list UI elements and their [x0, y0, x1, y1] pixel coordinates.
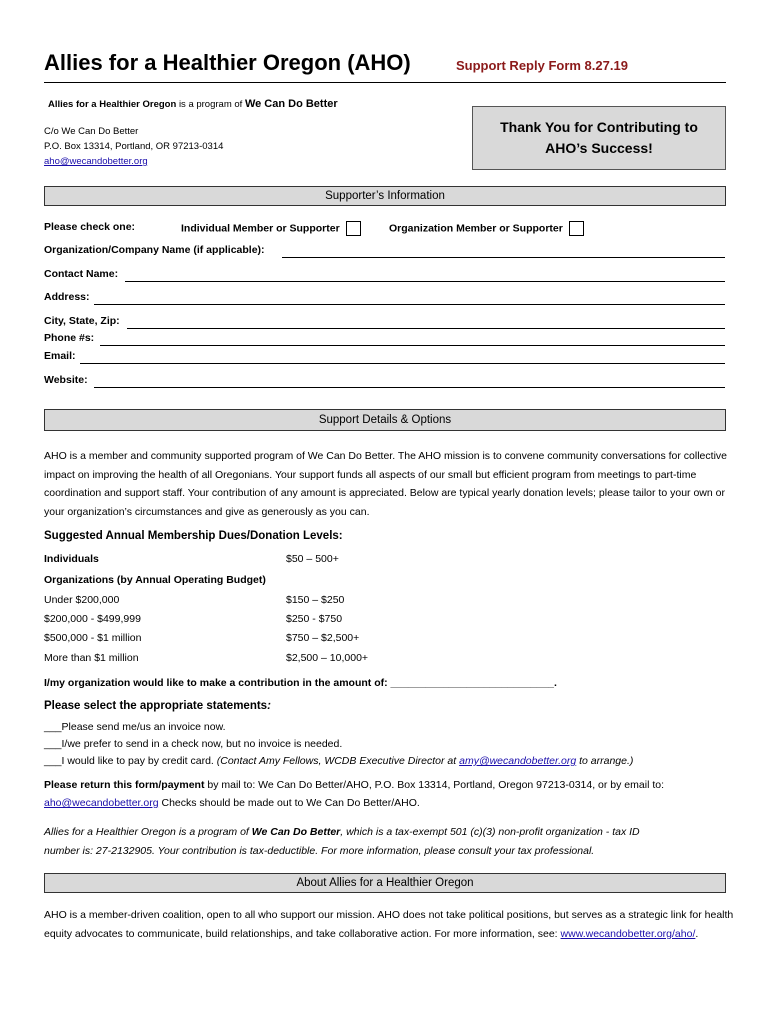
thank-you-line-2: AHO’s Success! — [545, 140, 653, 156]
checks-payable-text: Checks should be made out to We Can Do Better/AHO. — [158, 797, 420, 809]
about-band — [44, 873, 726, 893]
supporter-info-band — [44, 186, 726, 206]
statement-credit-card-text: ___I would like to pay by credit card. — [44, 755, 217, 767]
tax-info-line-2: number is: 27-2132905. Your contribution is tax-deductible. For more information, please consult your tax professional. — [44, 845, 595, 857]
level-row-amount: $250 - $750 — [286, 613, 343, 625]
levels-heading: Suggested Annual Membership Dues/Donation Levels: — [44, 530, 343, 542]
website-label: Website: — [44, 374, 88, 386]
website-field[interactable] — [94, 387, 725, 388]
support-details-band — [44, 409, 726, 431]
level-row-label: $500,000 - $1 million — [44, 632, 142, 644]
statements-heading-colon: : — [267, 700, 271, 712]
check-one-label: Please check one: — [44, 221, 136, 233]
individuals-amount: $50 – 500+ — [286, 553, 339, 565]
level-row-amount: $750 – $2,500+ — [286, 632, 360, 644]
statements-heading-text: Please select the appropriate statements — [44, 700, 268, 712]
statement-invoice[interactable]: ___Please send me/us an invoice now. — [44, 721, 226, 733]
about-end: . — [695, 927, 699, 940]
address-label: Address: — [44, 291, 90, 303]
subline-text: is a program of — [178, 99, 243, 110]
support-details-paragraph: AHO is a member and community supported program of We Can Do Better. The AHO mission is to convene community conversations for collective impact on improving the health of all Oregonians. Your support funds all aspects of our small but efficient program from meetings to part-time coordination and support staff. Your contribution of any amount is appreciated. Below are typical yearly donation levels; please tailor to your own or your organization’s circumstances and give as generously as you can. — [44, 450, 727, 518]
support-details-heading: Support Details & Options — [318, 414, 452, 426]
thank-you-box — [472, 106, 726, 170]
amy-email-link[interactable]: amy@wecandobetter.org — [459, 755, 577, 767]
return-instructions-text: by mail to: We Can Do Better/AHO, P.O. Box 13314, Portland, Oregon 97213-0314, or by email to: — [204, 779, 664, 791]
org-name-label: Organization/Company Name (if applicable): — [44, 244, 265, 256]
organization-option[interactable] — [389, 221, 584, 236]
contact-name-label: Contact Name: — [44, 268, 119, 280]
address-field[interactable] — [94, 304, 725, 305]
tax-info-status: , which is a tax-exempt 501 (c)(3) non-profit organization - tax ID — [340, 826, 640, 838]
level-row-label: Under $200,000 — [44, 594, 120, 606]
thank-you-line-1: Thank You for Contributing to — [500, 119, 698, 135]
statement-credit-card[interactable] — [44, 755, 633, 767]
tax-info-org: We Can Do Better — [251, 826, 341, 838]
return-email-line — [44, 797, 420, 809]
about-text: AHO is a member-driven coalition, open to all who support our mission. AHO does not take political positions, but serves as a strategic link for health equity advocates to communicate, build relationships, and take collaborative action. For more information, see: — [44, 909, 734, 940]
return-instructions — [44, 779, 664, 791]
phone-field[interactable] — [100, 345, 725, 346]
level-row-label: $200,000 - $499,999 — [44, 613, 141, 625]
contribution-amount-line[interactable]: I/my organization would like to make a contribution in the amount of: ____________________________. — [44, 677, 557, 689]
address-line-1: C/o We Can Do Better — [44, 126, 139, 137]
city-state-zip-label: City, State, Zip: — [44, 315, 120, 327]
supporter-info-heading: Supporter’s Information — [325, 190, 445, 202]
statement-contact-suffix: to arrange.) — [576, 755, 634, 767]
city-state-zip-field[interactable] — [127, 328, 725, 329]
level-row-amount: $150 – $250 — [286, 594, 345, 606]
subline-parent-org: We Can Do Better — [244, 98, 338, 110]
email-label: Email: — [44, 350, 76, 362]
header-rule — [44, 82, 726, 83]
organization-option-label: Organization Member or Supporter — [389, 222, 563, 235]
org-name-field[interactable] — [282, 257, 725, 258]
phone-label: Phone #s: — [44, 332, 95, 344]
about-paragraph — [44, 906, 734, 943]
statements-heading — [44, 700, 271, 712]
address-line-2: P.O. Box 13314, Portland, OR 97213-0314 — [44, 141, 224, 152]
form-version-tag: Support Reply Form 8.27.19 — [456, 58, 628, 73]
level-row-amount: $2,500 – 10,000+ — [286, 652, 369, 664]
tax-info-program: Allies for a Healthier Oregon is a program of — [44, 826, 252, 838]
organization-checkbox[interactable] — [569, 221, 584, 236]
aho-website-link[interactable]: www.wecandobetter.org/aho/ — [560, 927, 696, 940]
individual-checkbox[interactable] — [346, 221, 361, 236]
program-subline — [48, 98, 338, 110]
level-row-label: More than $1 million — [44, 652, 139, 664]
page-title: Allies for a Healthier Oregon (AHO) — [44, 50, 411, 75]
return-instructions-bold: Please return this form/payment — [44, 779, 205, 791]
subline-org-name: Allies for a Healthier Oregon — [48, 99, 177, 110]
individuals-label: Individuals — [44, 553, 99, 565]
statement-check[interactable]: ___I/we prefer to send in a check now, but no invoice is needed. — [44, 738, 343, 750]
about-heading: About Allies for a Healthier Oregon — [296, 877, 474, 889]
individual-option-label: Individual Member or Supporter — [181, 222, 340, 235]
return-email-link[interactable]: aho@wecandobetter.org — [44, 797, 159, 809]
contact-name-field[interactable] — [125, 281, 725, 282]
organizations-heading: Organizations (by Annual Operating Budget) — [44, 574, 266, 586]
individual-option[interactable] — [181, 221, 361, 236]
email-field[interactable] — [80, 363, 725, 364]
tax-info-line-1 — [44, 826, 640, 838]
statement-contact-note: (Contact Amy Fellows, WCDB Executive Director at — [216, 755, 460, 767]
address-email-link[interactable]: aho@wecandobetter.org — [44, 156, 148, 167]
